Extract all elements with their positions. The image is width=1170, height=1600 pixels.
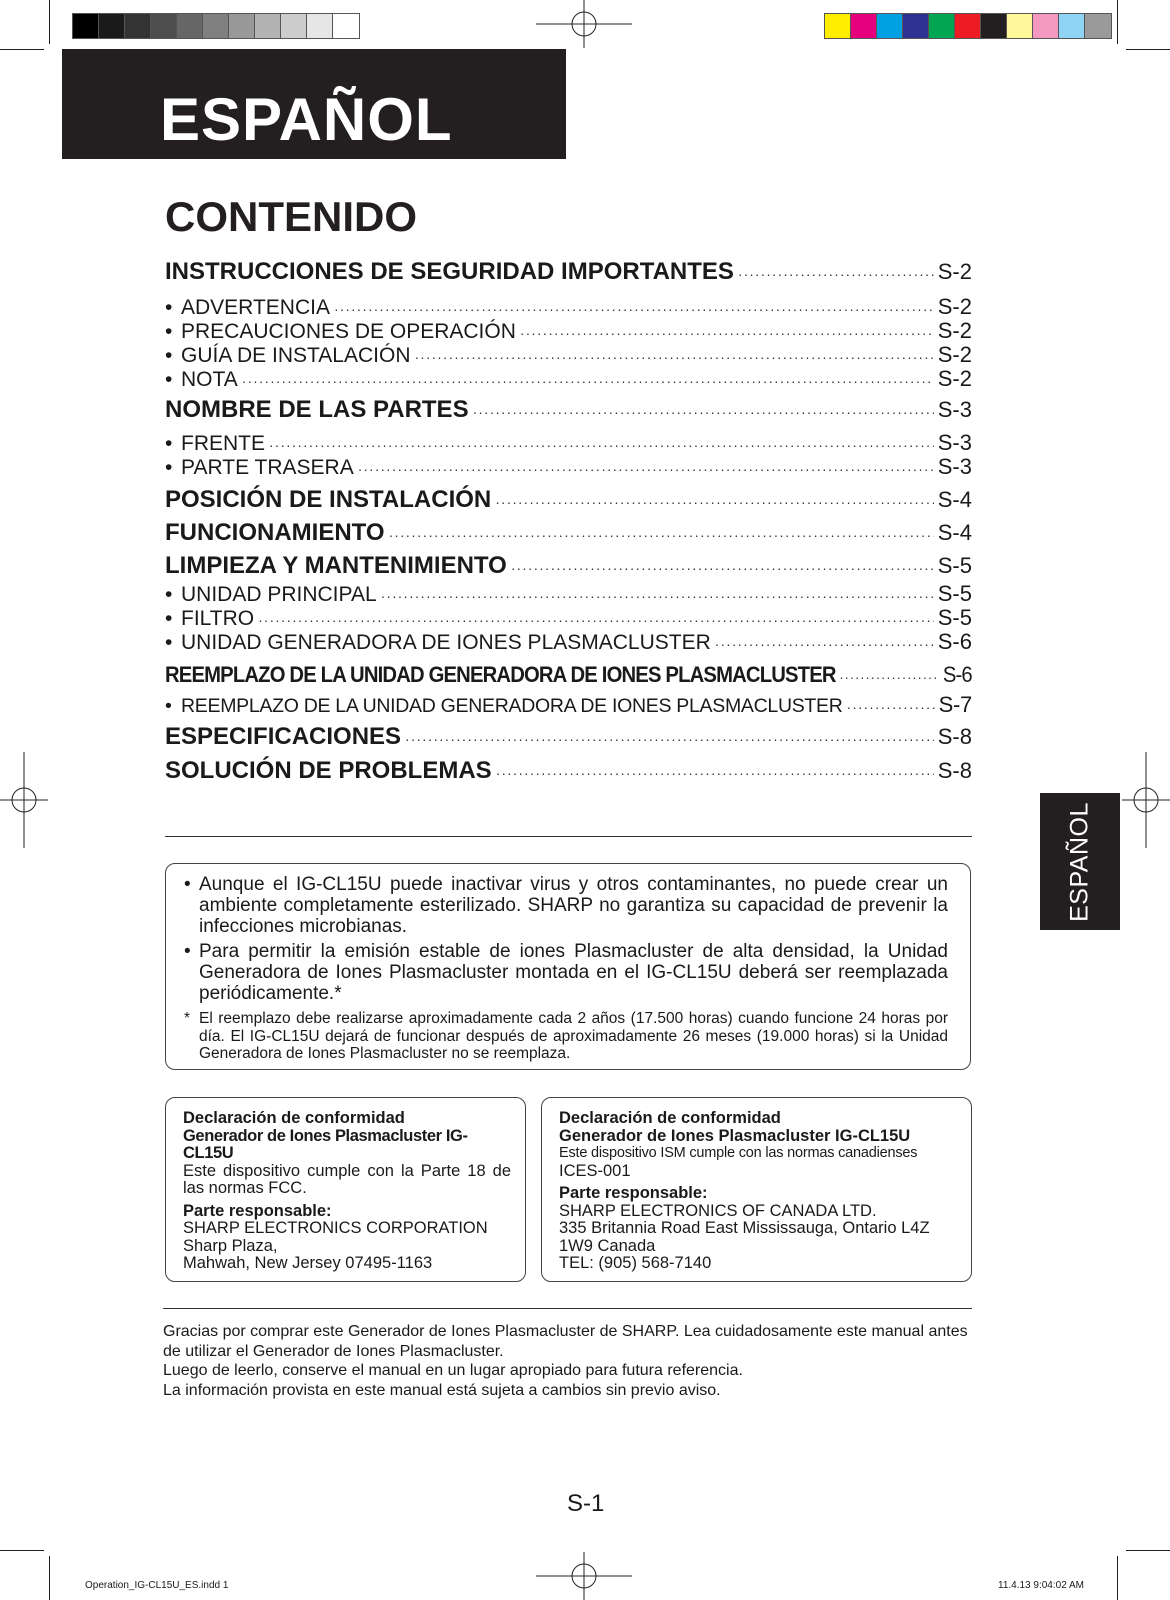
toc-entry-label: LIMPIEZA Y MANTENIMIENTO [165, 552, 507, 579]
dot-leader [405, 731, 934, 747]
color-swatch [955, 14, 981, 38]
crop-mark [1117, 1556, 1118, 1600]
toc-entry [165, 258, 972, 286]
toc-entry-page: S-6 [942, 662, 972, 687]
toc-entry-label: FUNCIONAMIENTO [165, 519, 385, 546]
color-swatch [1033, 14, 1059, 38]
color-swatch [825, 14, 851, 38]
toc-entry-page: S-2 [937, 366, 972, 391]
declaration-subtitle: Generador de Iones Plasmacluster IG-CL15U [183, 1126, 468, 1162]
company-name: SHARP ELECTRONICS CORPORATION [183, 1219, 488, 1237]
toc-entry-label: PARTE TRASERA [181, 456, 354, 479]
color-swatch [877, 14, 903, 38]
toc-entry-label: GUÍA DE INSTALACIÓN [181, 344, 411, 367]
dot-leader [358, 461, 934, 477]
dot-leader [738, 266, 934, 282]
toc-entry-page: S-3 [937, 430, 972, 455]
crop-mark [49, 0, 50, 44]
color-swatch [851, 14, 877, 38]
language-banner [62, 49, 566, 159]
toc-entry-page: S-5 [937, 581, 972, 606]
color-swatch [229, 14, 255, 38]
slug-filename: Operation_IG-CL15U_ES.indd 1 [85, 1580, 229, 1591]
toc-entry-label: NOMBRE DE LAS PARTES [165, 396, 469, 423]
color-swatch [903, 14, 929, 38]
toc-entry [165, 629, 972, 655]
toc-entry-label: NOTA [181, 368, 238, 391]
side-tab-label: ESPAÑOL [1065, 801, 1094, 922]
color-swatch [333, 14, 359, 38]
dot-leader [839, 669, 939, 685]
footnote-text: El reemplazo debe realizarse aproximadamente cada 2 años (17.500 horas) cuando funcione 24 horas por día. El IG-CL15U dejará de funcionar después de aproximadamente 26 meses (19.000 horas) si la Unidad Generadora de Iones Plasmacluster no se reemplaza. [199, 1010, 948, 1062]
declaration-statement: Este dispositivo ISM cumple con las normas canadienses [559, 1145, 918, 1161]
registration-mark-left [0, 750, 50, 850]
color-swatch [177, 14, 203, 38]
dot-leader [269, 437, 934, 453]
toc-entry [165, 430, 972, 456]
grayscale-color-bar [72, 13, 360, 39]
color-swatch [99, 14, 125, 38]
dot-leader [715, 636, 934, 652]
bullet: • [165, 631, 173, 654]
address-line: Mahwah, New Jersey 07495-1163 [183, 1254, 433, 1272]
responsible-party-label: Parte responsable: [559, 1184, 708, 1202]
toc-entry-label: PRECAUCIONES DE OPERACIÓN [181, 320, 516, 343]
toc-entry-label: POSICIÓN DE INSTALACIÓN [165, 486, 492, 513]
notice-item: • Aunque el IG-CL15U puede inactivar virus y otros contaminantes, no puede crear un ambiente completamente esterilizado. SHARP no garantiza su capacidad de prevenir la infecciones microbianas. [184, 874, 948, 937]
bullet: • [165, 456, 173, 479]
notice-item: • Para permitir la emisión estable de iones Plasmacluster de alta densidad, la Unidad Generadora de Iones Plasmacluster montada en el IG-CL15U deberá ser reemplazada periódicamente.* [184, 941, 948, 1004]
process-color-bar [824, 13, 1112, 39]
color-swatch [281, 14, 307, 38]
crop-mark [1126, 1550, 1170, 1551]
closing-line: Gracias por comprar este Generador de Iones Plasmacluster de SHARP. Lea cuidadosamente este manual antes de utilizar el Generador de Iones Plasmacluster. [163, 1323, 968, 1360]
toc-entry [165, 723, 972, 751]
toc-entry-page: S-2 [937, 294, 972, 319]
color-swatch [73, 14, 99, 38]
color-swatch [1059, 14, 1085, 38]
registration-mark-right [1120, 750, 1170, 850]
declaration-statement-code: ICES-001 [559, 1161, 631, 1180]
toc-entry-page: S-2 [937, 259, 972, 284]
color-swatch [929, 14, 955, 38]
bullet: • [165, 583, 173, 606]
color-swatch [981, 14, 1007, 38]
crop-mark [0, 49, 44, 50]
toc-entry [165, 342, 972, 368]
color-swatch [307, 14, 333, 38]
toc-entry-label: FILTRO [181, 607, 255, 630]
toc-entry-page: S-8 [937, 724, 972, 749]
dot-leader [495, 494, 934, 510]
toc-entry-page: S-2 [937, 318, 972, 343]
phone-number: TEL: (905) 568-7140 [559, 1254, 712, 1272]
toc-entry [165, 757, 972, 785]
toc-entry-label: UNIDAD PRINCIPAL [181, 583, 377, 606]
toc-entry-page: S-4 [937, 520, 972, 545]
dot-leader [258, 612, 934, 628]
registration-mark-bottom [534, 1552, 634, 1600]
color-swatch [151, 14, 177, 38]
bullet: • [165, 432, 173, 455]
dot-leader [389, 527, 934, 543]
toc-entry-page: S-8 [937, 758, 972, 783]
notice-text: Para permitir la emisión estable de iones Plasmacluster de alta densidad, la Unidad Generadora de Iones Plasmacluster montada en el IG-CL15U deberá ser reemplazada periódicamente.* [199, 941, 948, 1004]
dot-leader [415, 349, 934, 365]
toc-entry-page: S-5 [937, 553, 972, 578]
dot-leader [511, 560, 934, 576]
bullet: • [165, 296, 173, 319]
toc-entry-page: S-4 [937, 487, 972, 512]
color-swatch [1007, 14, 1033, 38]
toc-entry-page: S-5 [937, 605, 972, 630]
toc-entry-page: S-3 [937, 397, 972, 422]
declaration-title: Declaración de conformidad [559, 1109, 781, 1127]
toc-entry-page: S-6 [937, 629, 972, 654]
side-language-tab [1040, 793, 1120, 930]
page-number: S-1 [567, 1490, 605, 1517]
dot-leader [334, 301, 934, 317]
toc-entry-page: S-3 [937, 454, 972, 479]
toc-entry [165, 605, 972, 631]
company-name: SHARP ELECTRONICS OF CANADA LTD. [559, 1201, 877, 1220]
bullet: • [165, 320, 173, 343]
dot-leader [520, 325, 934, 341]
toc-entry [165, 294, 972, 320]
dot-leader [381, 588, 934, 604]
declaration-subtitle: Generador de Iones Plasmacluster IG-CL15U [559, 1126, 911, 1145]
slug-timestamp: 11.4.13 9:04:02 AM [998, 1580, 1084, 1591]
toc-entry-label: UNIDAD GENERADORA DE IONES PLASMACLUSTER [181, 631, 711, 654]
crop-mark [49, 1556, 50, 1600]
toc-entry [165, 581, 972, 607]
address-line: 335 Britannia Road East Mississauga, Ontario L4Z [559, 1219, 930, 1237]
toc-entry [165, 692, 972, 718]
divider [165, 836, 972, 837]
notice-footnote: * El reemplazo debe realizarse aproximadamente cada 2 años (17.500 horas) cuando funcione 24 horas por día. El IG-CL15U dejará de funcionar después de aproximadamente 26 meses (19.000 horas) si la Unidad Generadora de Iones Plasmacluster no se reemplaza. [184, 1010, 948, 1062]
color-swatch [125, 14, 151, 38]
responsible-party-label: Parte responsable: [183, 1201, 332, 1220]
closing-line: La información provista en este manual está sujeta a cambios sin previo aviso. [163, 1381, 721, 1399]
toc-entry-label: ADVERTENCIA [181, 296, 330, 319]
crop-mark [0, 1550, 44, 1551]
declaration-title: Declaración de conformidad [183, 1109, 405, 1127]
toc-entry [165, 662, 972, 688]
declaration-us-box [165, 1097, 526, 1282]
bullet: • [165, 368, 173, 391]
language-banner-text: ESPAÑOL [160, 86, 453, 153]
notice-text: Aunque el IG-CL15U puede inactivar virus y otros contaminantes, no puede crear un ambiente completamente esterilizado. SHARP no garantiza su capacidad de prevenir la infecciones microbianas. [199, 874, 948, 937]
closing-text [163, 1322, 975, 1400]
toc-entry-label: REEMPLAZO DE LA UNIDAD GENERADORA DE IONES PLASMACLUSTER [181, 695, 843, 717]
divider [163, 1308, 972, 1309]
notice-box [165, 863, 971, 1070]
dot-leader [847, 699, 935, 715]
dot-leader [473, 404, 934, 420]
toc-entry-page: S-2 [937, 342, 972, 367]
toc-entry-label: ESPECIFICACIONES [165, 723, 402, 750]
color-swatch [255, 14, 281, 38]
toc-entry-label: FRENTE [181, 432, 265, 455]
toc-entry [165, 454, 972, 480]
toc-entry [165, 366, 972, 392]
declaration-statement: Este dispositivo cumple con la Parte 18 de las normas FCC. [183, 1161, 511, 1197]
color-swatch [1085, 14, 1111, 38]
bullet: • [165, 695, 172, 717]
toc-entry [165, 396, 972, 424]
toc-entry-label: SOLUCIÓN DE PROBLEMAS [165, 757, 492, 784]
bullet: • [165, 607, 173, 630]
toc-title: CONTENIDO [165, 193, 417, 240]
registration-mark-top [534, 0, 634, 50]
toc-entry [165, 486, 972, 514]
bullet: • [165, 344, 173, 367]
toc-entry-label: REEMPLAZO DE LA UNIDAD GENERADORA DE IONES PLASMACLUSTER [165, 662, 836, 687]
toc-entry [165, 552, 972, 580]
color-swatch [203, 14, 229, 38]
toc-entry-label: INSTRUCCIONES DE SEGURIDAD IMPORTANTES [165, 258, 734, 285]
toc-entry [165, 318, 972, 344]
declaration-canada-box [541, 1097, 972, 1282]
address-line: Sharp Plaza, [183, 1236, 278, 1255]
dot-leader [242, 373, 934, 389]
crop-mark [1126, 49, 1170, 50]
closing-line: Luego de leerlo, conserve el manual en un lugar apropiado para futura referencia. [163, 1362, 743, 1379]
toc-entry-page: S-7 [938, 692, 972, 717]
dot-leader [496, 765, 934, 781]
toc-entry [165, 519, 972, 547]
crop-mark [1117, 0, 1118, 44]
address-line: 1W9 Canada [559, 1236, 656, 1255]
